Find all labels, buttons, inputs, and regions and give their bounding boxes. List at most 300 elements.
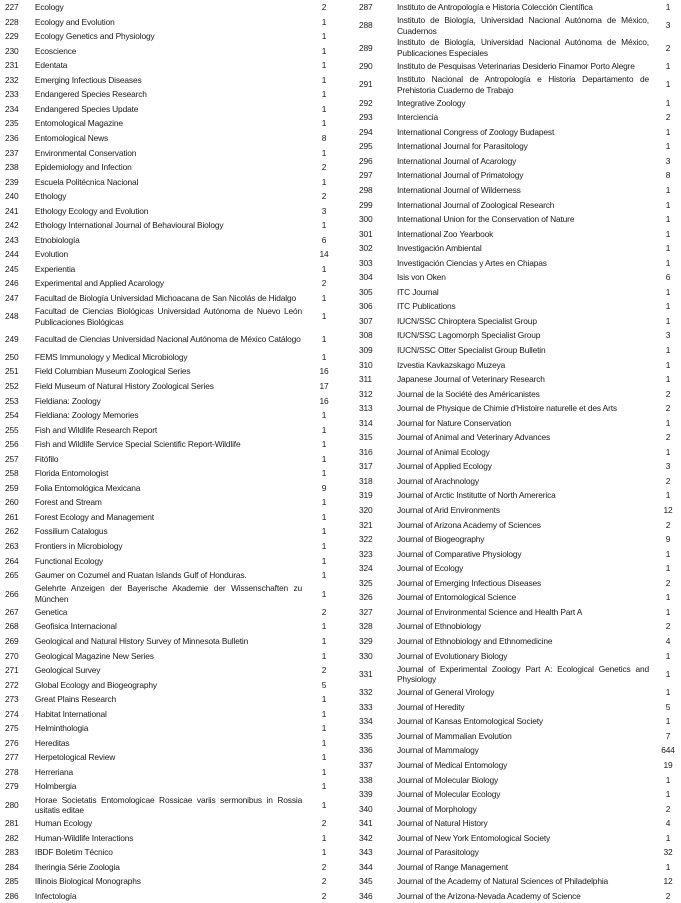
journal-title: Journal of Mammalogy — [397, 745, 479, 756]
table-row — [0, 510, 340, 525]
row-number: 338 — [359, 774, 373, 785]
row-number: 271 — [5, 665, 19, 676]
record-count: 1 — [321, 147, 327, 158]
record-count: 1 — [665, 199, 671, 210]
row-number: 274 — [5, 708, 19, 719]
journal-title: IUCN/SSC Lagomorph Specialist Group — [397, 330, 541, 341]
row-number: 227 — [5, 2, 19, 13]
journal-title: Iheringia Série Zoologia — [34, 861, 120, 872]
record-count: 1 — [665, 374, 671, 385]
row-number: 336 — [359, 745, 373, 756]
record-count: 5 — [321, 679, 327, 690]
journal-title: Journal of Heredity — [397, 701, 465, 712]
table-row — [346, 314, 681, 329]
row-number: 329 — [359, 635, 373, 646]
table-row — [0, 437, 340, 452]
table-row — [346, 685, 681, 700]
table-row — [346, 183, 681, 198]
row-number: 252 — [5, 381, 19, 392]
table-row — [346, 0, 681, 15]
table-row — [346, 445, 681, 460]
journal-title: Ecoscience — [34, 45, 77, 56]
journal-title: Forest and Stream — [34, 497, 102, 508]
row-number: 339 — [359, 789, 373, 800]
journal-title: Ethology International Journal of Behavioural Biology — [34, 220, 224, 231]
journal-title: Journal of Medical Entomology — [397, 759, 508, 770]
journal-title: Journal of Molecular Ecology — [397, 789, 501, 800]
row-number: 331 — [359, 668, 373, 679]
record-count: 1 — [321, 410, 327, 421]
journal-title: International Journal of Primatology — [397, 170, 524, 181]
row-number: 242 — [5, 220, 19, 231]
row-number: 286 — [5, 890, 19, 901]
row-number: 320 — [359, 505, 373, 516]
journal-title: Instituto de Biología, Universidad Nacional Autónoma de México, Cuadernos — [397, 15, 649, 36]
journal-title: Endangered Species Update — [34, 103, 139, 114]
table-row — [0, 204, 340, 219]
row-number: 310 — [359, 359, 373, 370]
journal-title: Journal of Applied Ecology — [397, 461, 492, 472]
table-row — [0, 634, 340, 649]
record-count: 1 — [321, 74, 327, 85]
table-row — [0, 619, 340, 634]
row-number: 332 — [359, 687, 373, 698]
record-count: 1 — [321, 650, 327, 661]
record-count: 2 — [665, 519, 671, 530]
table-row — [0, 305, 340, 327]
table-row — [0, 29, 340, 44]
row-number: 259 — [5, 482, 19, 493]
record-count: 1 — [665, 359, 671, 370]
journal-title: Etnobiología — [34, 234, 80, 245]
journal-title: IBDF Boletim Técnico — [34, 847, 113, 858]
row-number: 258 — [5, 468, 19, 479]
table-row — [346, 772, 681, 787]
row-number: 335 — [359, 730, 373, 741]
table-row — [0, 15, 340, 30]
journal-title: Geological Magazine New Series — [34, 650, 154, 661]
table-row — [346, 15, 681, 37]
row-number: 326 — [359, 592, 373, 603]
journal-title: Facultad de Ciencias Universidad Nacional Autónoma de México Catálogo — [34, 333, 301, 344]
record-count: 1 — [665, 315, 671, 326]
table-row — [0, 328, 340, 350]
row-number: 267 — [5, 606, 19, 617]
journal-title: Instituto de Pesquisas Veterinarias Desiderio Finamor Porto Alegre — [397, 60, 635, 71]
journal-title: Environmental Conservation — [34, 147, 137, 158]
table-row — [346, 197, 681, 212]
journal-title: Human-Wildlife Interactions — [34, 832, 134, 843]
row-number: 299 — [359, 199, 373, 210]
record-count: 1 — [665, 668, 671, 679]
record-count: 1 — [665, 490, 671, 501]
journal-title: Functional Ecology — [34, 555, 103, 566]
record-count: 3 — [665, 20, 671, 31]
record-count: 3 — [665, 330, 671, 341]
table-row — [0, 648, 340, 663]
table-row — [0, 539, 340, 554]
row-number: 245 — [5, 263, 19, 274]
row-number: 249 — [5, 333, 19, 344]
journal-title: Journal of Comparative Physiology — [397, 548, 522, 559]
record-count: 1 — [665, 789, 671, 800]
row-number: 292 — [359, 97, 373, 108]
journal-title: Journal of Natural History — [397, 818, 488, 829]
record-count: 1 — [321, 526, 327, 537]
journal-title: Journal of Animal Ecology — [397, 446, 490, 457]
table-row — [346, 37, 681, 59]
row-number: 239 — [5, 176, 19, 187]
journal-title: Evolution — [34, 249, 69, 260]
record-count: 6 — [665, 272, 671, 283]
table-row — [346, 488, 681, 503]
record-count: 1 — [321, 541, 327, 552]
table-row — [0, 131, 340, 146]
row-number: 261 — [5, 511, 19, 522]
record-count: 1 — [321, 766, 327, 777]
row-number: 313 — [359, 403, 373, 414]
record-count: 2 — [321, 606, 327, 617]
record-count: 2 — [665, 388, 671, 399]
record-count: 1 — [321, 752, 327, 763]
record-count: 1 — [321, 694, 327, 705]
journal-title: ITC Journal — [397, 286, 439, 297]
row-number: 297 — [359, 170, 373, 181]
table-row — [346, 845, 681, 860]
table-row — [0, 765, 340, 780]
table-row — [0, 247, 340, 262]
table-row — [346, 154, 681, 169]
table-row — [0, 481, 340, 496]
table-row — [0, 175, 340, 190]
table-row — [0, 663, 340, 678]
record-count: 12 — [663, 505, 673, 516]
record-count: 1 — [665, 716, 671, 727]
journal-title: Global Ecology and Biogeography — [34, 679, 157, 690]
record-count: 2 — [665, 621, 671, 632]
record-count: 1 — [665, 687, 671, 698]
record-count: 8 — [321, 132, 327, 143]
table-row — [346, 168, 681, 183]
journal-title: Gaumer on Cozumel and Ruatan Islands Gulf of Honduras. — [34, 570, 247, 581]
record-count: 1 — [665, 126, 671, 137]
journal-title: International Journal of Wilderness — [397, 185, 521, 195]
row-number: 270 — [5, 650, 19, 661]
record-count: 1 — [321, 424, 327, 435]
journal-title: Integrative Zoology — [397, 97, 466, 108]
record-count: 2 — [665, 403, 671, 414]
table-row — [0, 364, 340, 379]
table-row — [346, 547, 681, 562]
journal-table-right — [346, 0, 681, 903]
record-count: 1 — [321, 799, 327, 810]
record-count: 1 — [321, 31, 327, 42]
record-count: 1 — [321, 103, 327, 114]
journal-title: FEMS Immunology y Medical Microbiology — [34, 351, 188, 362]
record-count: 1 — [321, 723, 327, 734]
table-row — [0, 816, 340, 831]
row-number: 256 — [5, 439, 19, 450]
table-row — [346, 590, 681, 605]
journal-title: Journal of Range Management — [397, 861, 508, 872]
journal-title: Herreriana — [34, 766, 73, 777]
table-row — [346, 96, 681, 111]
record-count: 3 — [665, 461, 671, 472]
row-number: 319 — [359, 490, 373, 501]
record-count: 1 — [321, 60, 327, 71]
journal-title: Facultad de Ciencias Biológicas Universidad Autónoma de Nuevo León Publicaciones Biológicas — [34, 306, 303, 327]
journal-table-right-body — [346, 0, 681, 903]
journal-title: Instituto de Antropología e Historia Colección Científica — [397, 2, 593, 13]
journal-title: Journal of Parasitology — [397, 847, 479, 858]
table-row — [346, 358, 681, 373]
row-number: 235 — [5, 118, 19, 129]
record-count: 1 — [665, 606, 671, 617]
row-number: 285 — [5, 876, 19, 887]
table-row — [346, 700, 681, 715]
record-count: 1 — [665, 650, 671, 661]
row-number: 269 — [5, 635, 19, 646]
journal-title: Experientia — [34, 263, 76, 274]
journal-title: Geological and Natural History Survey of Minnesota Bulletin — [34, 635, 249, 646]
row-number: 234 — [5, 103, 19, 114]
row-number: 344 — [359, 861, 373, 872]
record-count: 1 — [321, 220, 327, 231]
row-number: 341 — [359, 818, 373, 829]
journal-title: Journal de Physique de Chimie d'Histoire naturelle et des Arts — [397, 403, 617, 414]
row-number: 238 — [5, 162, 19, 173]
row-number: 230 — [5, 45, 19, 56]
journal-title: Journal of General Virology — [397, 687, 495, 698]
table-row — [346, 270, 681, 285]
record-count: 4 — [665, 635, 671, 646]
journal-title: Helminthologia — [34, 723, 89, 734]
journal-title: Fitófilo — [34, 453, 59, 464]
row-number: 325 — [359, 577, 373, 588]
row-number: 275 — [5, 723, 19, 734]
row-number: 317 — [359, 461, 373, 472]
journal-title: Journal of Arizona Academy of Sciences — [397, 519, 541, 530]
record-count: 2 — [665, 42, 671, 53]
table-row — [346, 241, 681, 256]
journal-title: Frontiers in Microbiology — [34, 541, 123, 552]
row-number: 241 — [5, 205, 19, 216]
journal-title: Investigación Ciencias y Artes en Chiapas — [397, 257, 547, 268]
table-row — [0, 736, 340, 751]
table-row — [346, 503, 681, 518]
record-count: 2 — [321, 278, 327, 289]
row-number: 280 — [5, 799, 19, 810]
record-count: 1 — [665, 228, 671, 239]
table-row — [0, 524, 340, 539]
table-row — [346, 605, 681, 620]
table-row — [346, 285, 681, 300]
journal-title: Genetica — [34, 606, 68, 617]
journal-title: ITC Publications — [397, 301, 456, 312]
row-number: 304 — [359, 272, 373, 283]
journal-title: Edentata — [34, 60, 68, 71]
table-row — [0, 160, 340, 175]
row-number: 294 — [359, 126, 373, 137]
journal-title: Journal of Molecular Biology — [397, 774, 499, 785]
table-row — [346, 874, 681, 889]
table-row — [346, 648, 681, 663]
record-count: 1 — [665, 774, 671, 785]
table-row — [0, 218, 340, 233]
record-count: 1 — [665, 417, 671, 428]
journal-title: Izvestia Kavkazskago Muzeya — [397, 359, 506, 370]
table-row — [0, 189, 340, 204]
table-row — [0, 379, 340, 394]
table-row — [0, 889, 340, 903]
row-number: 314 — [359, 417, 373, 428]
row-number: 268 — [5, 621, 19, 632]
journal-title: Journal of New York Entomological Society — [397, 832, 551, 843]
table-row — [346, 634, 681, 649]
table-row — [346, 889, 681, 903]
table-row — [0, 466, 340, 481]
record-count: 1 — [321, 468, 327, 479]
table-row — [0, 794, 340, 816]
table-row — [0, 58, 340, 73]
row-number: 307 — [359, 315, 373, 326]
table-row — [0, 831, 340, 846]
record-count: 2 — [321, 861, 327, 872]
row-number: 312 — [359, 388, 373, 399]
journal-title: Herpetological Review — [34, 752, 116, 763]
journal-title: Journal of Biogeography — [397, 534, 485, 545]
row-number: 251 — [5, 366, 19, 377]
row-number: 322 — [359, 534, 373, 545]
record-count: 2 — [321, 876, 327, 887]
journal-title: Journal of Animal and Veterinary Advances — [397, 432, 551, 443]
row-number: 298 — [359, 185, 373, 195]
record-count: 32 — [663, 847, 673, 858]
row-number: 229 — [5, 31, 19, 42]
row-number: 277 — [5, 752, 19, 763]
journal-title: Ethology Ecology and Evolution — [34, 205, 149, 216]
row-number: 237 — [5, 147, 19, 158]
row-number: 257 — [5, 453, 19, 464]
record-count: 4 — [665, 818, 671, 829]
table-row — [0, 262, 340, 277]
table-row — [346, 802, 681, 817]
record-count: 1 — [665, 243, 671, 254]
table-row — [0, 44, 340, 59]
row-number: 284 — [5, 861, 19, 872]
table-row — [346, 299, 681, 314]
row-number: 340 — [359, 803, 373, 814]
row-number: 315 — [359, 432, 373, 443]
record-count: 1 — [665, 592, 671, 603]
row-number: 291 — [359, 79, 373, 90]
record-count: 9 — [665, 534, 671, 545]
row-number: 265 — [5, 570, 19, 581]
table-row — [0, 452, 340, 467]
record-count: 2 — [665, 577, 671, 588]
row-number: 266 — [5, 588, 19, 599]
journal-title: Journal of Experimental Zoology Part A: Ecological Genetics and Physiology — [397, 663, 649, 685]
record-count: 1 — [665, 832, 671, 843]
record-count: 1 — [665, 214, 671, 225]
table-row — [346, 343, 681, 358]
row-number: 231 — [5, 60, 19, 71]
journal-title: Entomological News — [34, 132, 109, 143]
table-row — [346, 576, 681, 591]
journal-title: Journal of Ethnobiology — [397, 621, 482, 632]
record-count: 1 — [321, 453, 327, 464]
row-number: 279 — [5, 781, 19, 792]
journal-title: Japanese Journal of Veterinary Research — [397, 374, 545, 385]
row-number: 250 — [5, 351, 19, 362]
record-count: 644 — [661, 745, 675, 756]
row-number: 337 — [359, 759, 373, 770]
row-number: 263 — [5, 541, 19, 552]
table-row — [0, 678, 340, 693]
table-row — [346, 743, 681, 758]
record-count: 1 — [321, 847, 327, 858]
table-row — [0, 87, 340, 102]
row-number: 233 — [5, 89, 19, 100]
journal-title: Journal of Mammalian Evolution — [397, 730, 512, 741]
row-number: 272 — [5, 679, 19, 690]
row-number: 333 — [359, 701, 373, 712]
row-number: 306 — [359, 301, 373, 312]
row-number: 303 — [359, 257, 373, 268]
record-count: 3 — [665, 155, 671, 166]
record-count: 1 — [321, 621, 327, 632]
table-row — [346, 714, 681, 729]
table-row — [346, 816, 681, 831]
row-number: 260 — [5, 497, 19, 508]
row-number: 283 — [5, 847, 19, 858]
record-count: 1 — [665, 548, 671, 559]
record-count: 1 — [665, 446, 671, 457]
table-row — [0, 750, 340, 765]
row-number: 290 — [359, 60, 373, 71]
row-number: 316 — [359, 446, 373, 457]
record-count: 7 — [665, 730, 671, 741]
record-count: 1 — [665, 185, 671, 195]
table-row — [346, 256, 681, 271]
row-number: 334 — [359, 716, 373, 727]
record-count: 1 — [321, 311, 327, 322]
table-row — [0, 291, 340, 306]
table-row — [346, 139, 681, 154]
record-count: 1 — [665, 97, 671, 108]
table-row — [346, 401, 681, 416]
table-row — [346, 430, 681, 445]
table-row — [0, 276, 340, 291]
table-row — [346, 73, 681, 95]
row-number: 311 — [359, 374, 372, 385]
journal-title: Isis von Oken — [397, 272, 446, 283]
table-row — [346, 518, 681, 533]
journal-title: Geofisica Internacional — [34, 621, 117, 632]
row-number: 309 — [359, 345, 373, 356]
journal-title: Epidemiology and Infection — [34, 162, 132, 173]
journal-table-left — [0, 0, 340, 903]
journal-title: Journal for Nature Conservation — [397, 417, 512, 428]
record-count: 1 — [321, 333, 327, 344]
journal-title: Infectología — [34, 890, 77, 901]
table-row — [0, 408, 340, 423]
table-row — [0, 495, 340, 510]
row-number: 276 — [5, 737, 19, 748]
table-row — [0, 860, 340, 875]
table-row — [0, 568, 340, 583]
record-count: 2 — [321, 890, 327, 901]
